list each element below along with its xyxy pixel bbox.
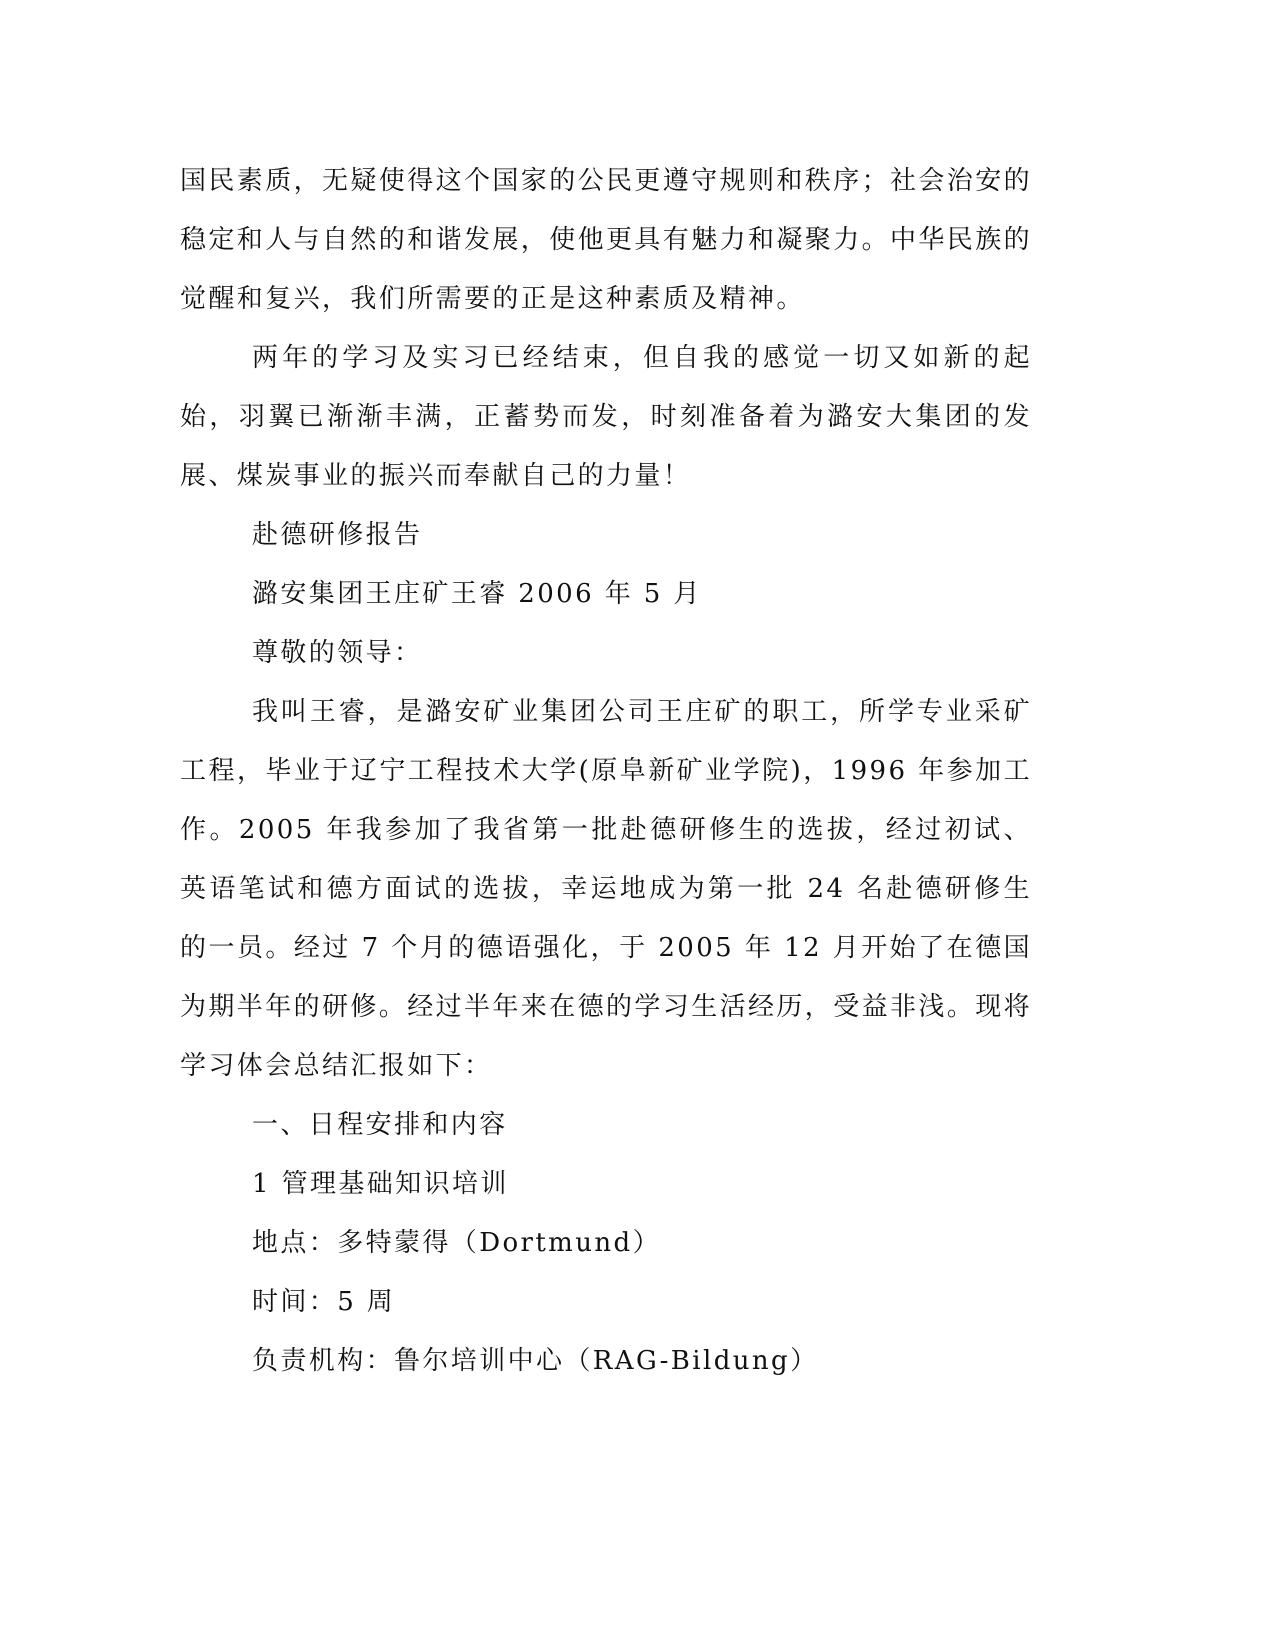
training-duration: 时间：5 周 (252, 1287, 396, 1317)
section-heading-schedule: 一、日程安排和内容 (252, 1110, 508, 1140)
training-organization: 负责机构：鲁尔培训中心（RAG-Bildung） (252, 1346, 819, 1376)
report-title: 赴德研修报告 (252, 520, 423, 550)
training-location: 地点：多特蒙得（Dortmund） (252, 1228, 661, 1258)
salutation: 尊敬的领导： (252, 638, 423, 668)
paragraph-study-conclusion: 两年的学习及实习已经结束，但自我的感觉一切又如新的起始，羽翼已渐渐丰满，正蓄势而发，时刻准备着为潞安大集团的发展、煤炭事业的振兴而奉献自己的力量！ (180, 343, 1032, 491)
paragraph-national-quality: 国民素质，无疑使得这个国家的公民更遵守规则和秩序；社会治安的稳定和人与自然的和谐发展，使他更具有魅力和凝聚力。中华民族的觉醒和复兴，我们所需要的正是这种素质及精神。 (180, 166, 1033, 314)
subsection-heading-management-training: 1 管理基础知识培训 (252, 1169, 509, 1199)
paragraph-introduction: 我叫王睿，是潞安矿业集团公司王庄矿的职工，所学专业采矿工程，毕业于辽宁工程技术大学(原阜新矿业学院)，1996 年参加工作。2005 年我参加了我省第一批赴德研修生的选拔，经过初试、英语笔试和德方面试的选拔，幸运地成为第一批 24 名赴德研修生的一员。经过 7 个月的德语强化，于 2005 年 12 月开始了在德国为期半年的研修。经过半年来在德的学习生活经历，受益非浅。现将学习体会总结汇报如下： (180, 697, 1033, 1081)
document-page (180, 152, 1032, 1391)
report-author-date: 潞安集团王庄矿王睿 2006 年 5 月 (252, 579, 702, 609)
